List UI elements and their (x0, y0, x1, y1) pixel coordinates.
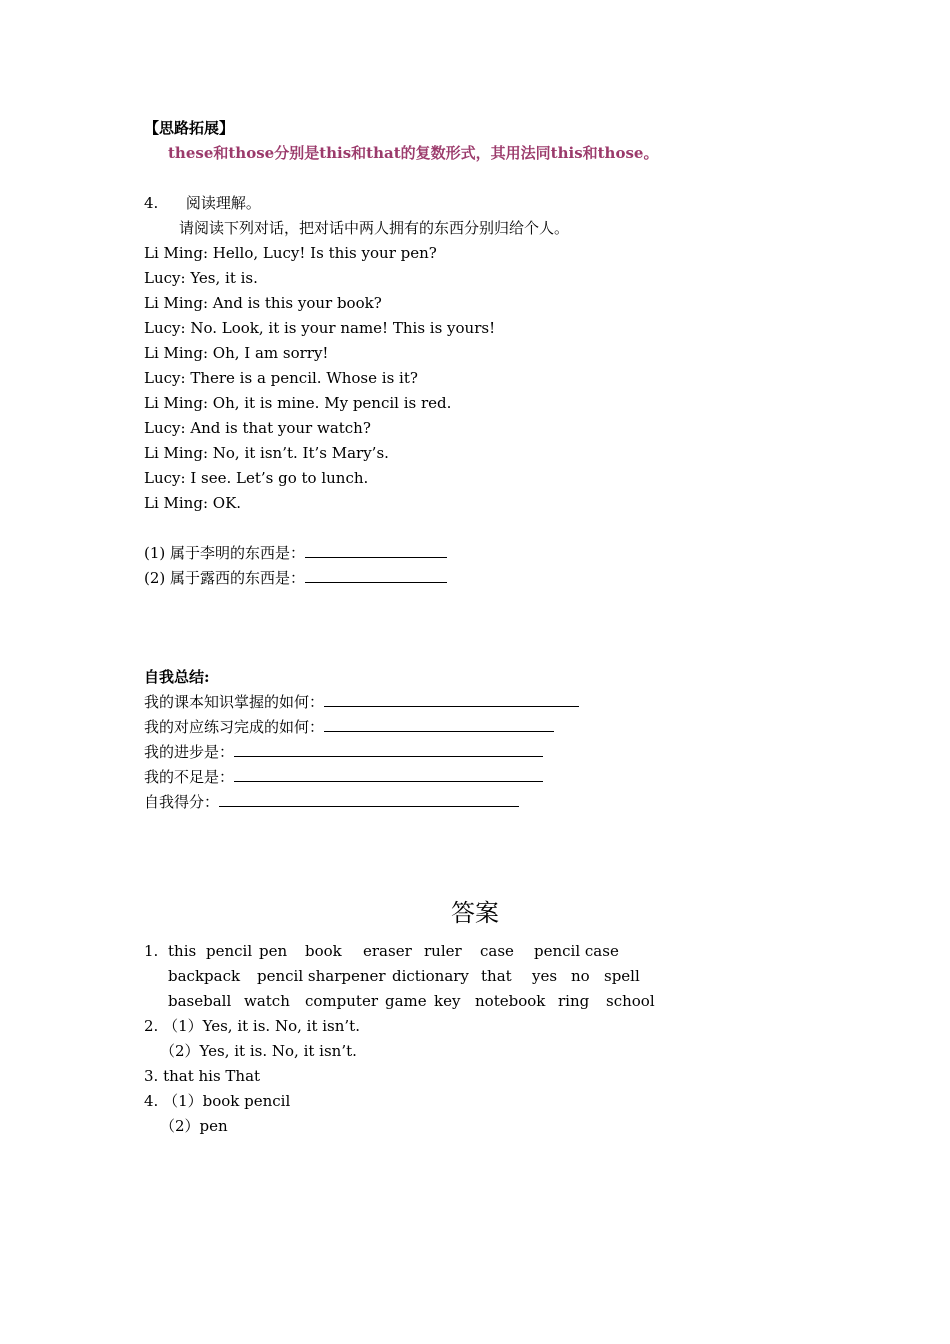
summary-line: 我的不足是： (144, 767, 543, 787)
dialogue-line: Li Ming: Oh, I am sorry! (144, 344, 329, 362)
summary-blank[interactable] (234, 767, 543, 782)
dialogue-line: Li Ming: And is this your book? (144, 294, 382, 312)
answer-1-row-3: baseball watch computer game key notebook ring school (168, 992, 655, 1010)
summary-heading: 自我总结: (144, 668, 210, 686)
answer-1-row-2: backpack pencil sharpener dictionary that yes no spell (168, 967, 640, 985)
q4-title: 阅读理解。 (185, 194, 261, 212)
answer-1-row-1: 1. this pencil pen book eraser ruler case pencil case (144, 942, 619, 960)
answer-4-line-2: （2）pen (160, 1117, 228, 1135)
answers-title: 答案 (451, 899, 499, 927)
answer-2-line-2: （2）Yes, it is. No, it isn’t. (160, 1042, 357, 1060)
q4-number: 4. (144, 194, 159, 212)
extension-heading: 【思路拓展】 (144, 119, 235, 137)
summary-line: 我的对应练习完成的如何： (144, 717, 554, 737)
dialogue-line: Lucy: I see. Let’s go to lunch. (144, 469, 369, 487)
summary-blank[interactable] (324, 717, 554, 732)
q4-answer-liming: (1) 属于李明的东西是： (144, 543, 447, 563)
dialogue-line: Lucy: There is a pencil. Whose is it? (144, 369, 418, 387)
dialogue-line: Li Ming: Oh, it is mine. My pencil is red. (144, 394, 452, 412)
answer-4-line-1: 4. （1）book pencil (144, 1092, 291, 1110)
summary-line: 自我得分： (144, 792, 519, 812)
summary-line: 我的课本知识掌握的如何： (144, 692, 579, 712)
summary-line: 我的进步是： (144, 742, 543, 762)
q4-answer-lucy: (2) 属于露西的东西是： (144, 568, 447, 588)
q4-header (144, 193, 261, 213)
dialogue-line: Li Ming: OK. (144, 494, 242, 512)
dialogue-line: Lucy: And is that your watch? (144, 419, 371, 437)
dialogue-line: Li Ming: No, it isn’t. It’s Mary’s. (144, 444, 389, 462)
summary-blank[interactable] (219, 792, 519, 807)
extension-note: these和those分别是this和that的复数形式，其用法同this和those。 (168, 144, 659, 162)
answer-blank[interactable] (305, 568, 447, 583)
answer-3-line: 3. that his That (144, 1067, 261, 1085)
dialogue-line: Lucy: No. Look, it is your name! This is yours! (144, 319, 496, 337)
dialogue-line: Li Ming: Hello, Lucy! Is this your pen? (144, 244, 437, 262)
answer-2-line-1: 2. （1）Yes, it is. No, it isn’t. (144, 1017, 360, 1035)
summary-blank[interactable] (234, 742, 543, 757)
q4-instruction: 请阅读下列对话，把对话中两人拥有的东西分别归给个人。 (179, 219, 570, 237)
answer-blank[interactable] (305, 543, 447, 558)
dialogue-line: Lucy: Yes, it is. (144, 269, 258, 287)
summary-blank[interactable] (324, 692, 579, 707)
